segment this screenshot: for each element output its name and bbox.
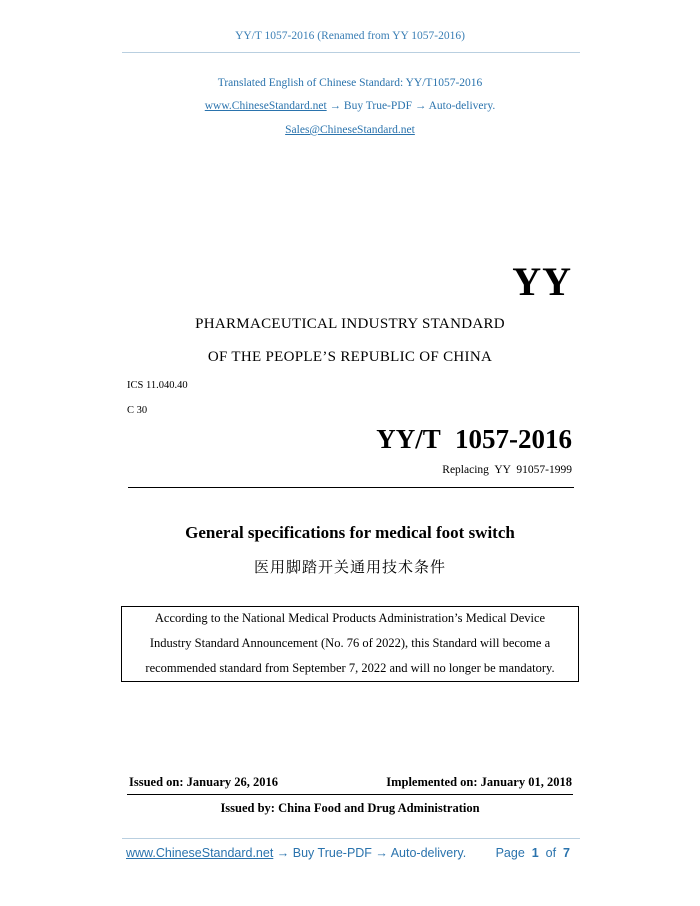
ics-code: ICS 11.040.40 <box>127 380 188 391</box>
header-divider <box>122 52 580 53</box>
mandatory-status-notice <box>121 606 579 682</box>
issuing-authority: Issued by: China Food and Drug Administration <box>220 801 480 815</box>
purchase-line <box>0 100 700 112</box>
issued-date: Issued on: January 26, 2016 <box>129 775 278 789</box>
document-title-en: General specifications for medical foot switch <box>185 523 515 542</box>
page-total: 7 <box>563 846 570 860</box>
title-divider <box>128 487 574 488</box>
footer-site-link[interactable]: www.ChineseStandard.net <box>126 846 274 860</box>
running-header: YY/T 1057-2016 (Renamed from YY 1057-2016) <box>235 30 465 42</box>
ccs-code: C 30 <box>127 405 148 416</box>
footer-purchase-line <box>126 846 466 860</box>
site-link[interactable]: www.ChineseStandard.net <box>204 100 327 112</box>
page-current: 1 <box>531 846 539 860</box>
document-title-cn: 医用脚踏开关通用技术条件 <box>253 558 446 576</box>
email-line <box>0 124 700 136</box>
notice-line-1: According to the National Medical Products Administration’s Medical Device <box>154 611 546 625</box>
page-of: of <box>545 846 557 860</box>
country-line: OF THE PEOPLE’S REPUBLIC OF CHINA <box>207 349 493 365</box>
footer-purchase-text: → Buy True-PDF → Auto-delivery. <box>273 846 467 860</box>
dates-divider <box>127 794 573 795</box>
implemented-date: Implemented on: January 01, 2018 <box>386 775 572 789</box>
sales-email-link[interactable]: Sales@ChineseStandard.net <box>285 124 415 136</box>
notice-line-3: recommended standard from September 7, 2022 and will no longer be mandatory. <box>145 661 555 675</box>
category-mark: YY <box>512 259 572 304</box>
notice-line-2: Industry Standard Announcement (No. 76 of 2022), this Standard will become a <box>149 636 551 650</box>
footer-divider <box>122 838 580 839</box>
industry-standard-line: PHARMACEUTICAL INDUSTRY STANDARD <box>195 316 505 332</box>
replacing-note: Replacing YY 91057-1999 <box>442 464 572 476</box>
standard-number: YY/T 1057-2016 <box>376 424 572 454</box>
page-label: Page <box>495 846 525 860</box>
page-indicator <box>496 846 570 860</box>
purchase-text: → Buy True-PDF → Auto-delivery. <box>326 100 496 112</box>
translation-line: Translated English of Chinese Standard: YY/T1057-2016 <box>217 77 483 89</box>
